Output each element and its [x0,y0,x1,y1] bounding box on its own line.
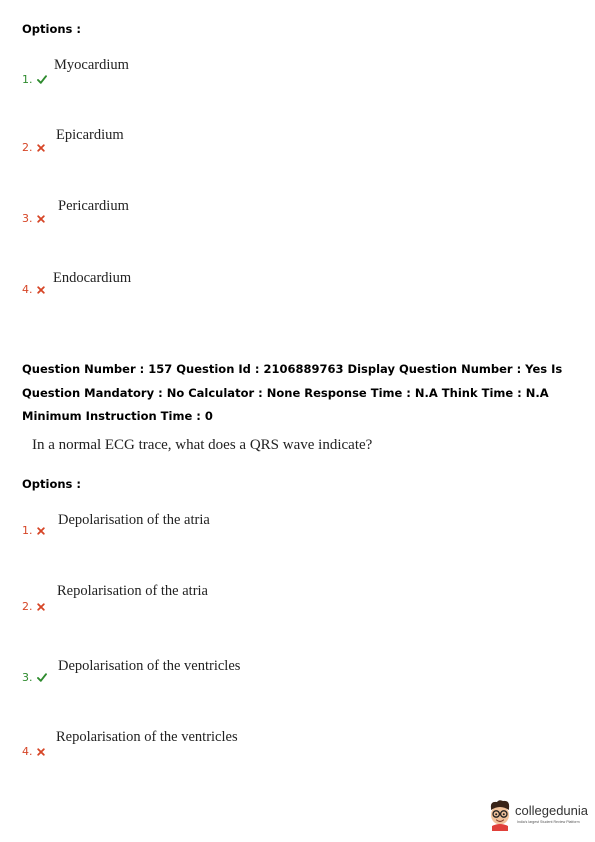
option-text: Repolarisation of the ventricles [56,729,238,745]
option-number: 3. [22,671,47,685]
collegedunia-logo [487,799,587,833]
logo-wordmark: collegedunia [515,803,589,818]
logo-tagline: India's largest Student Review Platform [517,820,580,824]
option-number: 1. [22,73,47,87]
options-heading: Options : [22,22,81,36]
option-text: Depolarisation of the atria [58,512,210,528]
question-meta: Question Number : 157 Question Id : 2106889763 Display Question Number : Yes Is Question Mandatory : No Calculator : None Response Time : N.A Think Time : N.A Minimum Instruction Time : 0 [22,362,563,423]
option-text: Depolarisation of the ventricles [58,658,241,674]
option-number: 4. [22,745,45,759]
cross-icon [37,213,45,226]
question-text: In a normal ECG trace, what does a QRS wave indicate? [32,437,373,453]
option-text: Endocardium [53,270,132,286]
check-icon [37,74,47,87]
options-heading: Options : [22,477,81,491]
cross-icon [37,525,45,538]
option-text: Repolarisation of the atria [57,583,208,599]
check-icon [37,672,47,685]
option-text: Epicardium [56,127,124,143]
cross-icon [37,601,45,614]
option-number: 4. [22,283,45,297]
option-text: Pericardium [58,198,129,214]
cross-icon [37,746,45,759]
option-number: 3. [22,212,45,226]
option-number: 2. [22,141,45,155]
option-number: 1. [22,524,45,538]
option-text: Myocardium [54,57,129,73]
cross-icon [37,284,45,297]
option-number: 2. [22,600,45,614]
cross-icon [37,142,45,155]
mascot-icon [487,799,513,835]
